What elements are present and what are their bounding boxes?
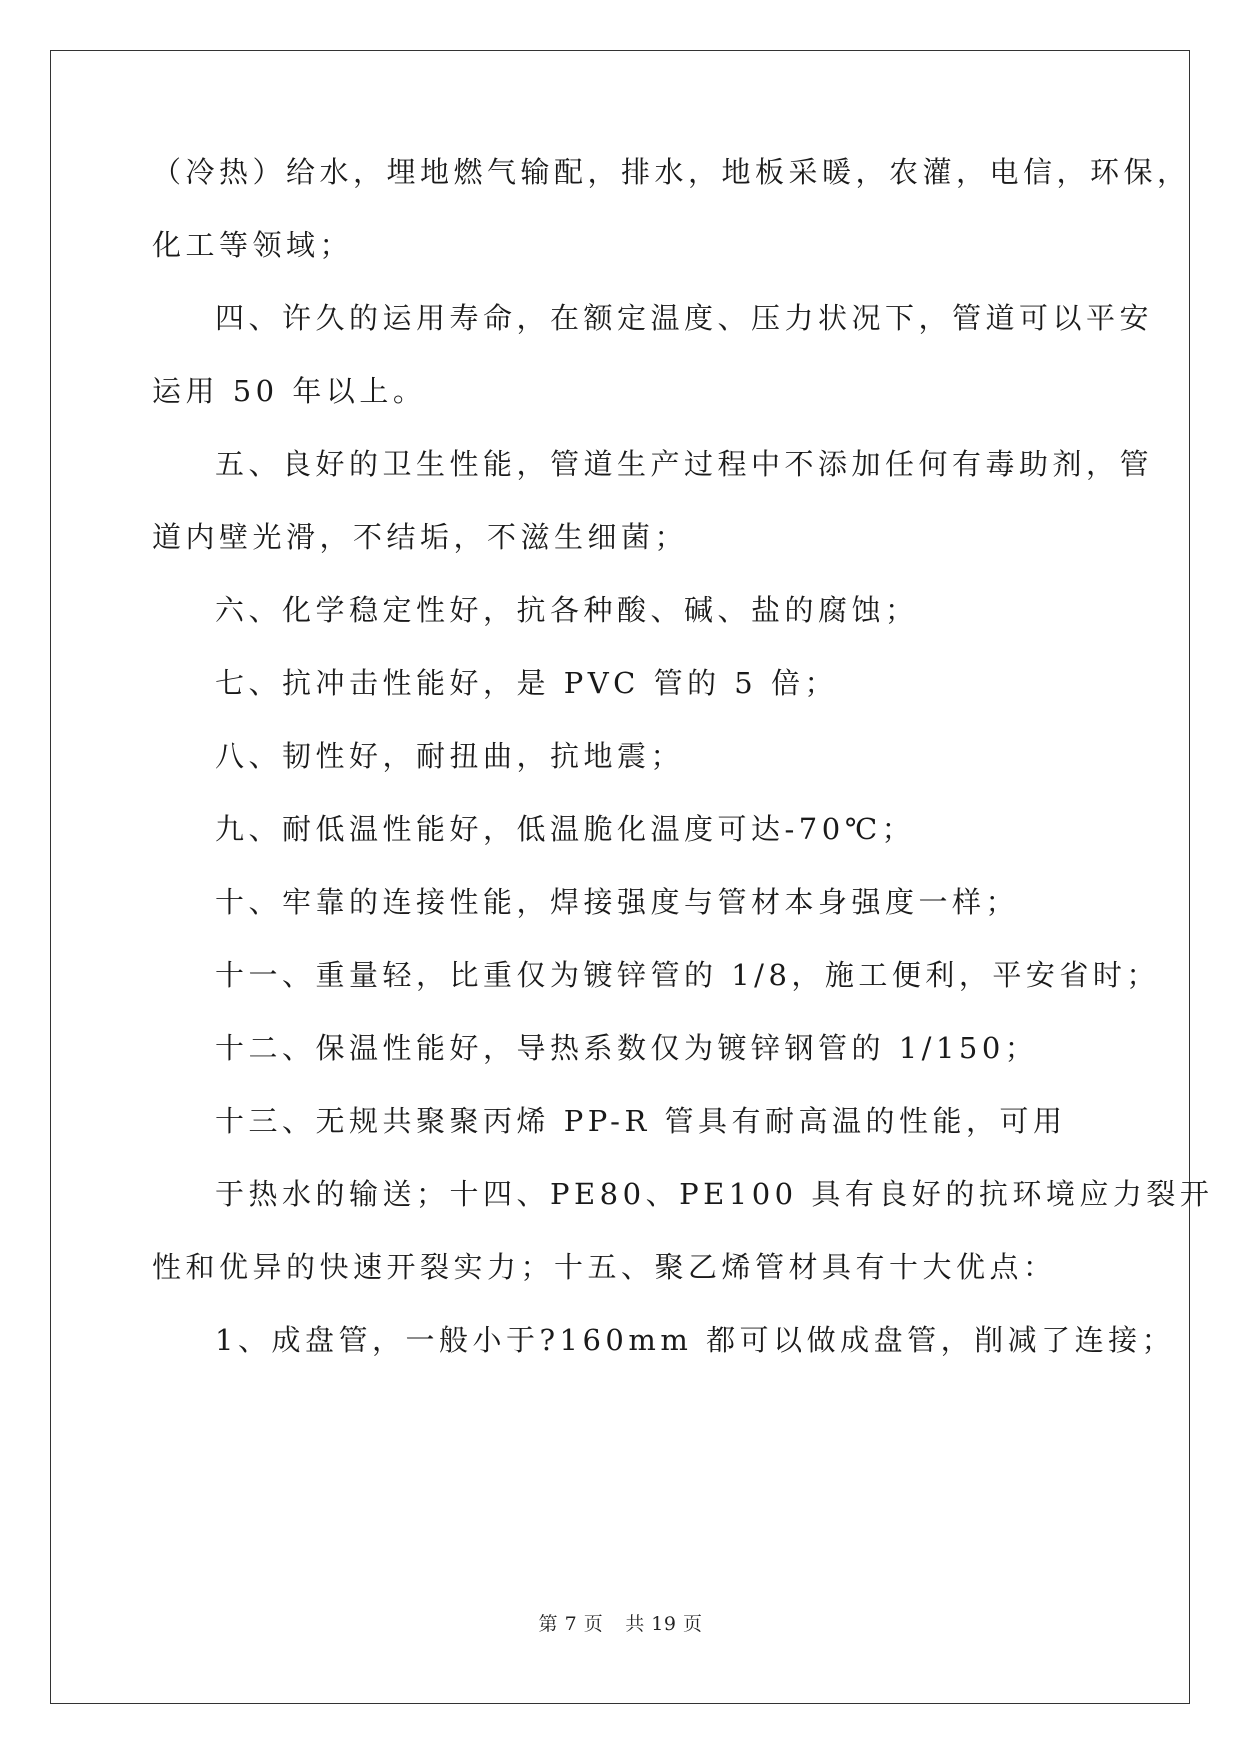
paragraph-line: 十一、重量轻，比重仅为镀锌管的 1/8，施工便利，平安省时；: [215, 958, 1160, 992]
paragraph-line: 五、良好的卫生性能，管道生产过程中不添加任何有毒助剂，管: [215, 447, 1154, 481]
paragraph-line: 于热水的输送；十四、PE80、PE100 具有良好的抗环境应力裂开: [215, 1177, 1214, 1211]
page-number: 第 7 页: [538, 1613, 604, 1635]
paragraph-line: 六、化学稳定性好，抗各种酸、碱、盐的腐蚀；: [215, 593, 919, 627]
paragraph-line: 化工等领域；: [152, 228, 354, 262]
paragraph-line: 九、耐低温性能好，低温脆化温度可达-70℃；: [215, 812, 916, 846]
paragraph-line: 四、许久的运用寿命，在额定温度、压力状况下，管道可以平安: [215, 301, 1154, 335]
paragraph-line: 十三、无规共聚聚丙烯 PP-R 管具有耐高温的性能，可用: [215, 1104, 1067, 1138]
paragraph-line: 道内壁光滑，不结垢，不滋生细菌；: [152, 520, 689, 554]
paragraph-line: 八、韧性好，耐扭曲，抗地震；: [215, 739, 685, 773]
paragraph-line: （冷热）给水，埋地燃气输配，排水，地板采暖，农灌，电信，环保，: [152, 155, 1191, 189]
paragraph-line: 十二、保温性能好，导热系数仅为镀锌钢管的 1/150；: [215, 1031, 1039, 1065]
page-footer: [0, 1609, 1241, 1636]
paragraph-line: 十、牢靠的连接性能，焊接强度与管材本身强度一样；: [215, 885, 1020, 919]
paragraph-line: 七、抗冲击性能好，是 PVC 管的 5 倍；: [215, 666, 838, 700]
paragraph-line: 性和优异的快速开裂实力；十五、聚乙烯管材具有十大优点：: [152, 1250, 1057, 1284]
paragraph-line: 1、成盘管，一般小于?160mm 都可以做成盘管，削减了连接；: [215, 1323, 1176, 1357]
page-total: 共 19 页: [625, 1613, 703, 1635]
paragraph-line: 运用 50 年以上。: [152, 374, 427, 408]
